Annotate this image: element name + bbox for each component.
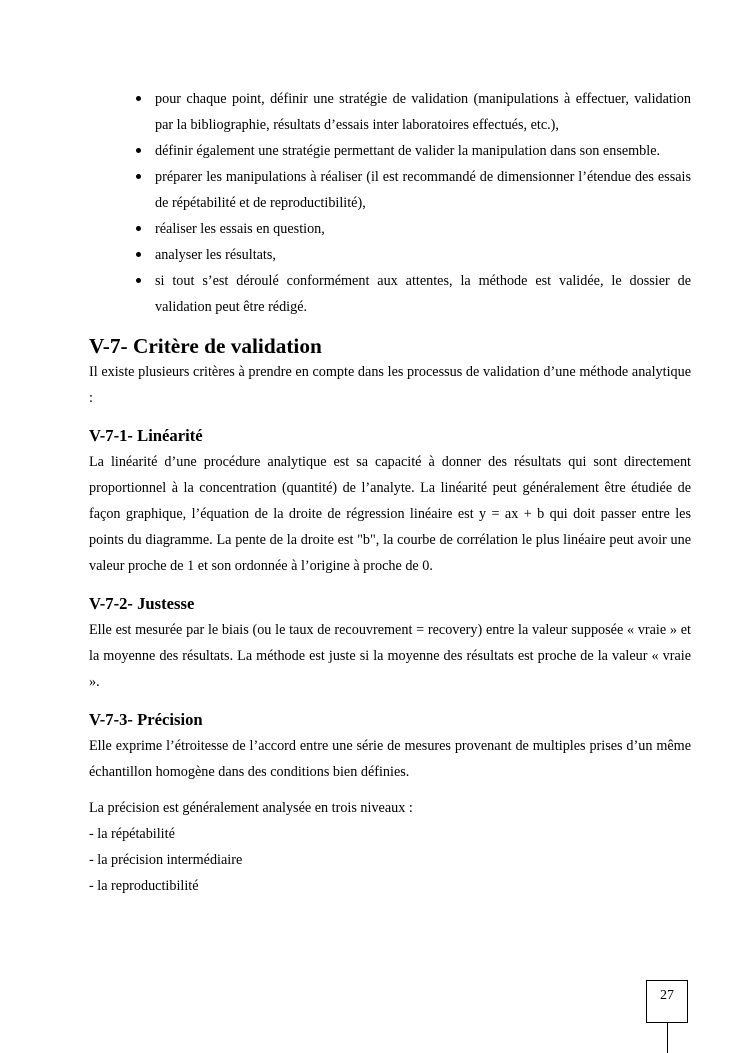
- section-heading-v7: V-7- Critère de validation: [89, 334, 322, 358]
- list-item: définir également une stratégie permettant de valider la manipulation dans son ensemble.: [89, 138, 691, 164]
- section-text-v72: Elle est mesurée par le biais (ou le taux de recouvrement = recovery) entre la valeur supposée « vraie » et la moyenne des résultats. La méthode est juste si la moyenne des résultats est proche de la valeur « vraie ».: [89, 622, 691, 690]
- section-heading-v71: V-7-1- Linéarité: [89, 426, 203, 445]
- list-item: analyser les résultats,: [89, 242, 691, 268]
- section-heading-v72: V-7-2- Justesse: [89, 594, 195, 613]
- section-heading-v73: V-7-3- Précision: [89, 710, 203, 729]
- list-item: - la reproductibilité: [89, 878, 199, 894]
- section-text-v7: Il existe plusieurs critères à prendre en compte dans les processus de validation d’une méthode analytique :: [89, 364, 691, 406]
- section-text-v71: La linéarité d’une procédure analytique est sa capacité à donner des résultats qui sont directement proportionnel à la concentration (quantité) de l’analyte. La linéarité peut généralement être étudiée de façon graphique, l’équation de la droite de régression linéaire est y = ax + b qui doit passer entre les points du diagramme. La pente de la droite est "b", la courbe de corrélation le plus linéaire peut avoir une valeur proche de 1 et son ordonnée à l’origine à proche de 0.: [89, 454, 691, 574]
- precision-levels-list: [89, 821, 691, 899]
- list-item: réaliser les essais en question,: [89, 216, 691, 242]
- precision-levels-intro: La précision est généralement analysée en trois niveaux :: [89, 800, 413, 816]
- list-item: si tout s’est déroulé conformément aux attentes, la méthode est validée, le dossier de validation peut être rédigé.: [89, 268, 691, 320]
- page-number: 27: [646, 980, 688, 1023]
- document-page: [89, 86, 691, 899]
- page-number-divider: [667, 1023, 668, 1053]
- list-item: pour chaque point, définir une stratégie de validation (manipulations à effectuer, validation par la bibliographie, résultats d’essais inter laboratoires effectués, etc.),: [89, 86, 691, 138]
- section-text-v73: Elle exprime l’étroitesse de l’accord entre une série de mesures provenant de multiples prises d’un même échantillon homogène dans des conditions bien définies.: [89, 738, 691, 780]
- validation-steps-list: [89, 86, 691, 320]
- list-item: préparer les manipulations à réaliser (il est recommandé de dimensionner l’étendue des essais de répétabilité et de reproductibilité),: [89, 164, 691, 216]
- list-item: - la répétabilité: [89, 826, 175, 842]
- list-item: - la précision intermédiaire: [89, 852, 243, 868]
